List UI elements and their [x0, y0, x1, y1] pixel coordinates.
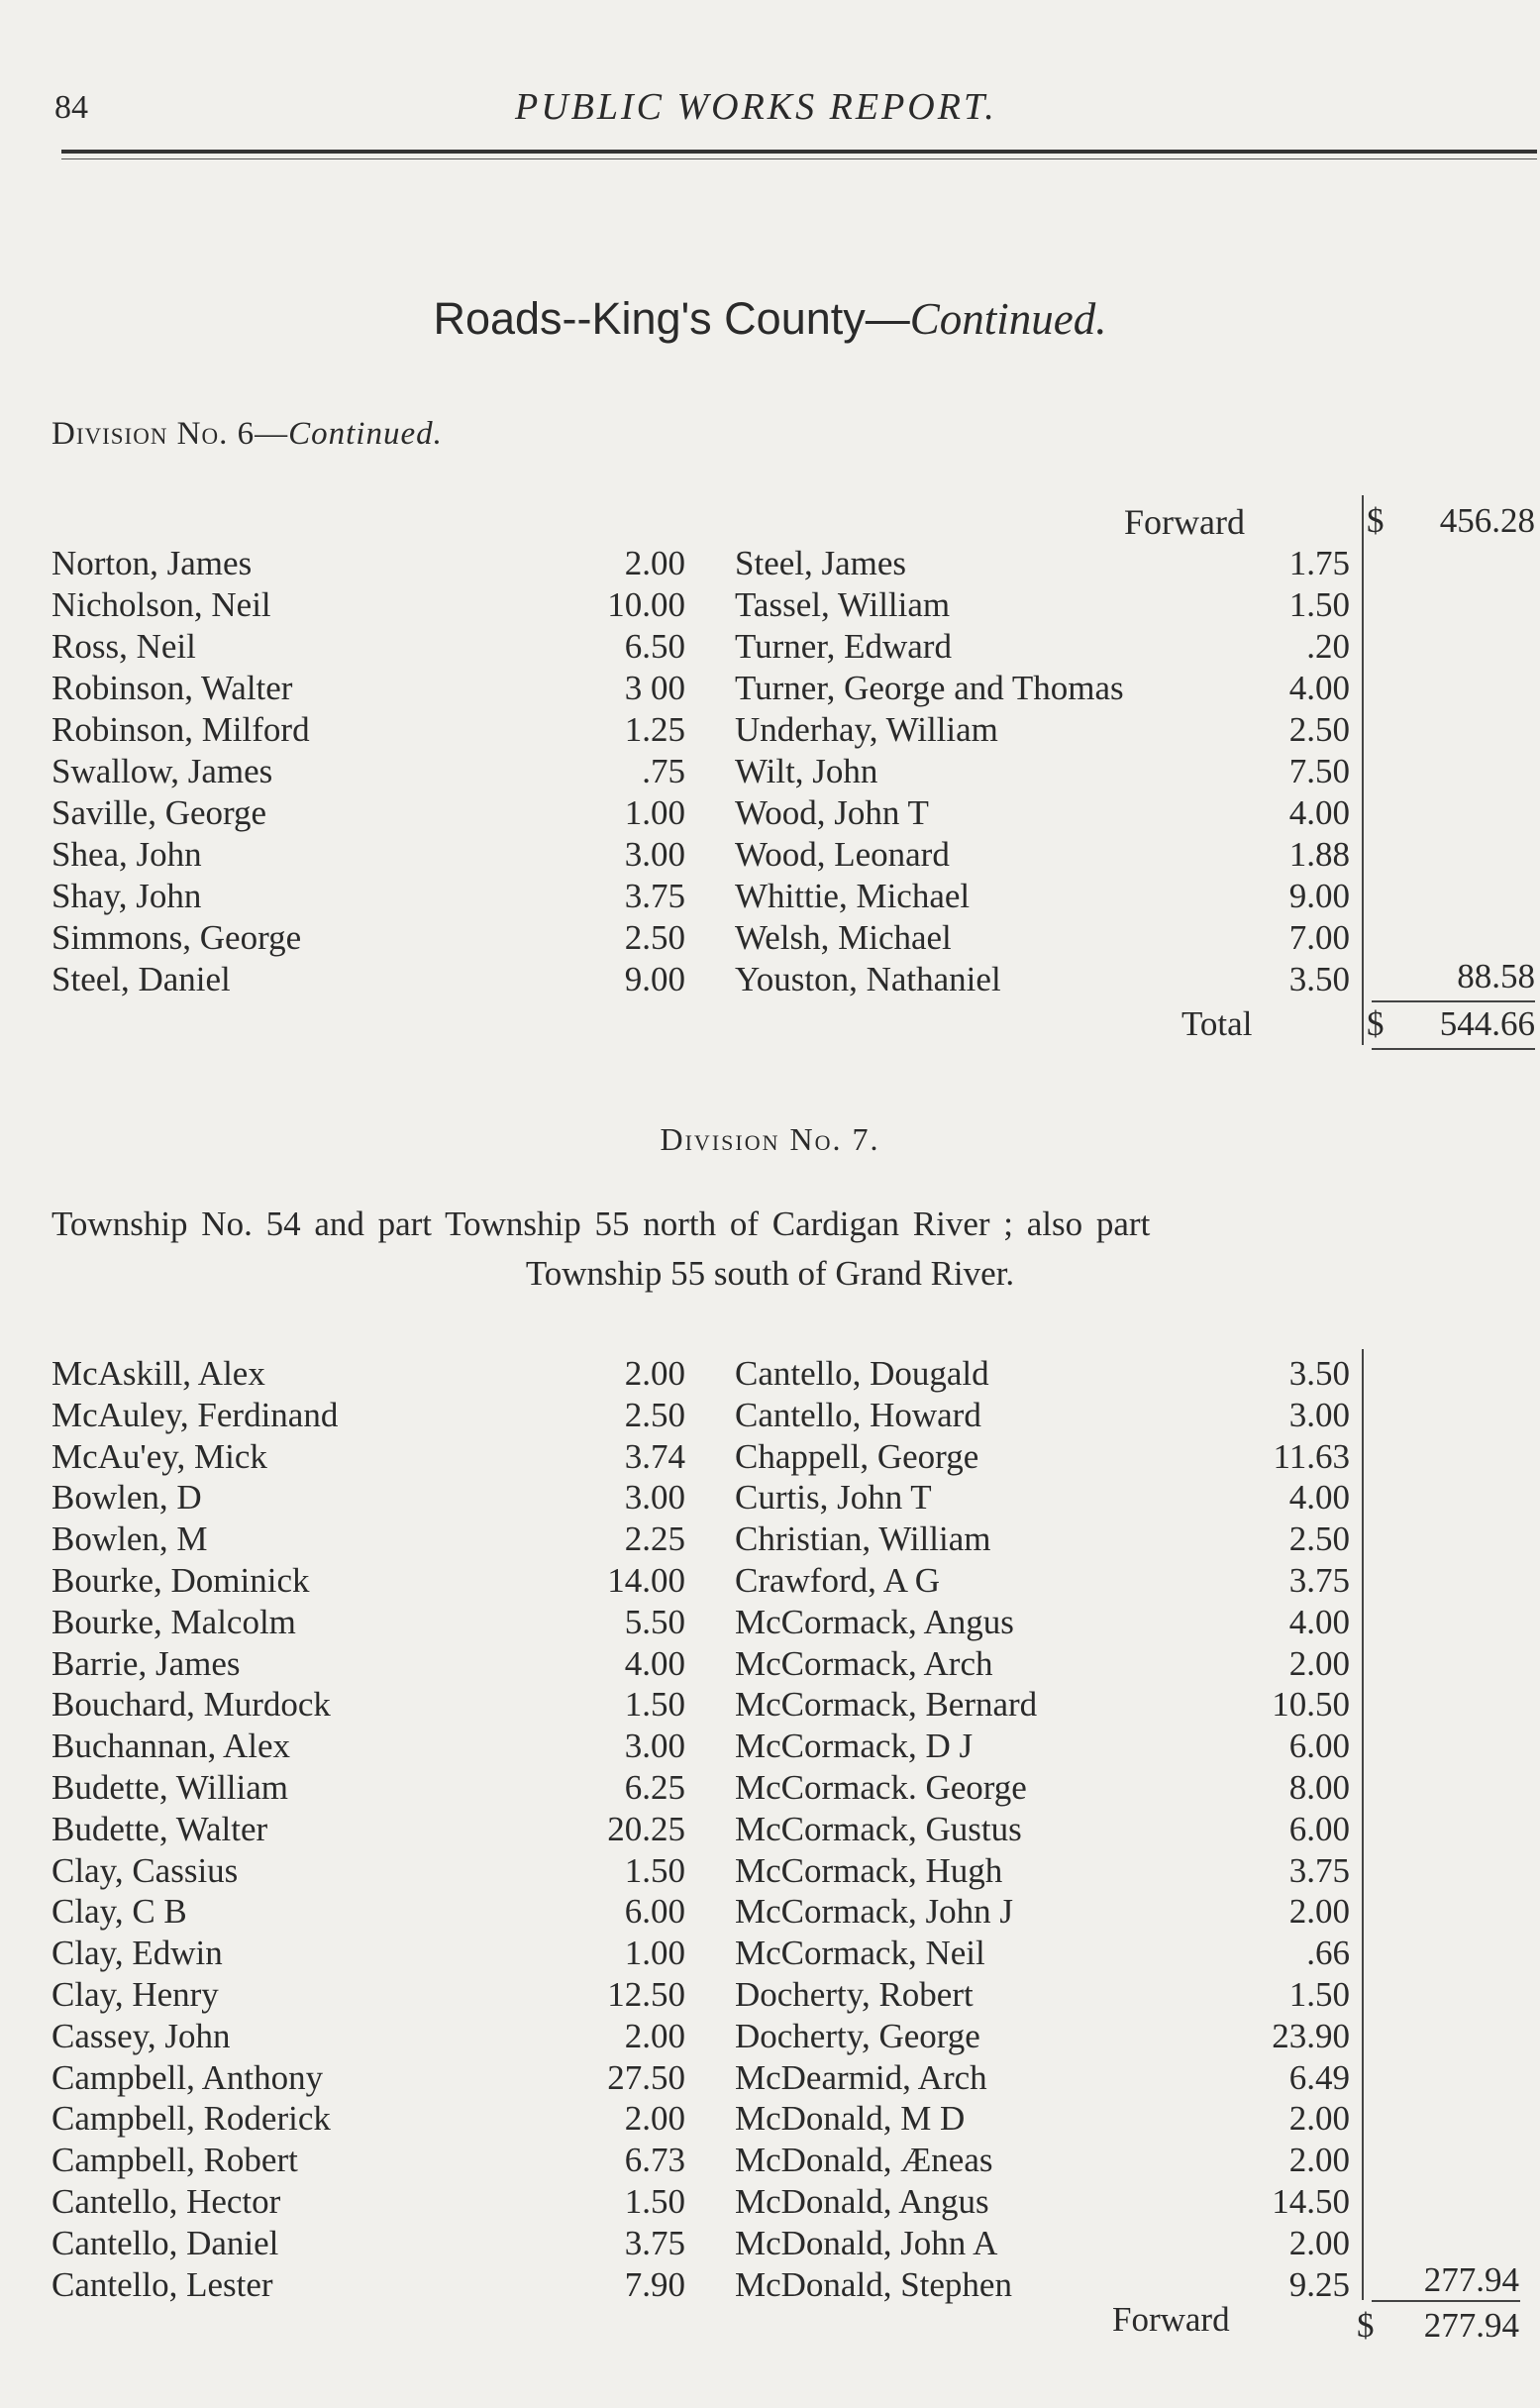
division-7-entry-right-name: Cantello, Howard: [735, 1395, 981, 1434]
division-6-entry-left-name: Saville, George: [51, 793, 267, 832]
division-6-entry-right-name: Steel, James: [735, 544, 907, 582]
section-title: [0, 293, 1540, 345]
division-6-entry-left-amount: 2.50: [624, 918, 685, 957]
division-6-entry-left-amount: 9.00: [624, 960, 685, 998]
division-7-entry-right-amount: 14.50: [1272, 2182, 1350, 2221]
division-6-entry-right-name: Wood, Leonard: [735, 835, 950, 874]
division-7-entry-left-name: Budette, William: [51, 1768, 289, 1807]
division-7-entry-left-amount: 3.00: [624, 1727, 685, 1766]
page-number: 84: [54, 89, 88, 126]
division-7-entry-right-amount: 8.00: [1288, 1768, 1350, 1807]
division-6-entry-right-name: Turner, George and Thomas: [735, 669, 1124, 707]
division-7-entry-left-amount: 20.25: [607, 1809, 685, 1848]
division-7-entry-left-amount: 6.25: [624, 1768, 685, 1807]
division-7-entry-right-amount: 9.25: [1288, 2264, 1350, 2304]
division-7-entry-right-amount: 2.00: [1288, 2099, 1350, 2139]
division-6-entry-left-name: Swallow, James: [51, 752, 273, 790]
division-6-total-label: Total: [1181, 1004, 1253, 1043]
running-title: PUBLIC WORKS REPORT.: [515, 86, 997, 128]
division-7-entry-left-name: Cantello, Hector: [51, 2182, 281, 2221]
division-7-entry-left-name: McAu'ey, Mick: [51, 1436, 267, 1476]
division-7-entry-left-name: Clay, C B: [51, 1892, 187, 1932]
division-7-entry-right-amount: 4.00: [1288, 1602, 1350, 1641]
division-7-entry-right-name: McCormack, Hugh: [735, 1850, 1003, 1890]
division-7-entry-left-amount: 1.50: [624, 1850, 685, 1890]
division-7-entry-right-amount: 10.50: [1272, 1685, 1350, 1725]
division-6-column-rule: [1362, 495, 1364, 1045]
division-6-entry-left-name: Shay, John: [51, 877, 202, 915]
division-6-entry-left-amount: 3.75: [624, 877, 685, 915]
division-6-entry-left-amount: 6.50: [624, 627, 685, 666]
division-7-entry-right-name: McDonald, Angus: [735, 2182, 989, 2221]
division-7-entry-right-amount: 23.90: [1272, 2016, 1350, 2055]
division-6-entry-right-name: Whittie, Michael: [735, 877, 971, 915]
division-6-total: 544.66: [1439, 1004, 1535, 1043]
division-7-description-line2: Township 55 south of Grand River.: [525, 1254, 1015, 1293]
division-7-entry-right-name: McCormack, Arch: [735, 1643, 993, 1683]
division-7-entry-left-amount: 2.00: [624, 2016, 685, 2055]
division-7-subtotal-rule: [1372, 2300, 1520, 2302]
division-7-entry-right-name: Docherty, George: [735, 2016, 980, 2055]
division-7-heading: Division No. 7.: [660, 1121, 880, 1157]
division-7-entry-left-amount: 3.74: [624, 1436, 685, 1476]
division-6-forward-amount: 456.28: [1439, 501, 1535, 540]
division-6-entry-right-amount: 7.00: [1288, 918, 1350, 957]
division-6-heading: [51, 416, 443, 453]
division-7-description-line1: Township No. 54 and part Township 55 north of Cardigan River ; also part: [51, 1204, 1151, 1243]
division-7-entry-left-name: Cantello, Lester: [51, 2264, 273, 2304]
division-6-entry-left-name: Ross, Neil: [51, 627, 196, 666]
division-6-entry-left-amount: 1.25: [624, 710, 685, 749]
division-7-entry-right-name: McCormack. George: [735, 1768, 1027, 1807]
division-6-entry-left-name: Robinson, Walter: [51, 669, 293, 707]
division-7-entry-left-amount: 2.50: [624, 1395, 685, 1434]
division-6-entry-left-name: Nicholson, Neil: [51, 585, 271, 624]
division-6-subtotal-rule: [1372, 1000, 1535, 1002]
division-7-entry-right-name: McDonald, M D: [735, 2099, 966, 2139]
division-7-entry-left-name: Bowlen, M: [51, 1519, 208, 1559]
division-7-entry-left-name: Campbell, Robert: [51, 2141, 298, 2180]
division-7-entry-left-name: Budette, Walter: [51, 1809, 268, 1848]
division-7-entry-right-amount: 6.00: [1288, 1809, 1350, 1848]
division-6-entry-right-amount: 9.00: [1288, 877, 1350, 915]
division-6-entry-left-name: Shea, John: [51, 835, 202, 874]
division-7-entry-right-amount: .66: [1306, 1934, 1350, 1973]
division-7-entry-right-name: McCormack, Bernard: [735, 1685, 1038, 1725]
division-6-entry-right-amount: .20: [1306, 627, 1350, 666]
division-7-entry-right-name: McCormack, Neil: [735, 1934, 985, 1973]
division-7-entry-left-amount: 1.00: [624, 1934, 685, 1973]
division-7-entry-right-amount: 4.00: [1288, 1478, 1350, 1518]
division-7-entry-left-amount: 14.00: [607, 1561, 685, 1600]
division-6-entry-right-name: Wood, John T: [735, 793, 929, 832]
division-6-entry-right-amount: 1.75: [1288, 544, 1350, 582]
division-7-entry-left-name: Bourke, Dominick: [51, 1561, 310, 1600]
division-6-entry-left-amount: 3 00: [624, 669, 685, 707]
division-7-entry-right-name: McDonald, Stephen: [735, 2264, 1012, 2304]
division-6-entry-right-name: Underhay, William: [735, 710, 998, 749]
division-7-column-rule: [1362, 1349, 1364, 2300]
division-7-entry-right-name: Crawford, A G: [735, 1561, 941, 1600]
division-7-entry-right-name: Docherty, Robert: [735, 1975, 974, 2014]
division-7-entry-right-amount: 2.00: [1288, 2141, 1350, 2180]
division-7-entry-left-name: Clay, Edwin: [51, 1934, 223, 1973]
division-7-forward-amount: 277.94: [1423, 2306, 1519, 2345]
division-7-entry-right-amount: 3.75: [1288, 1850, 1350, 1890]
division-7-entry-left-name: Clay, Henry: [51, 1975, 219, 2014]
division-6-entry-left-amount: .75: [642, 752, 685, 790]
division-7-entry-right-name: McDonald, John A: [735, 2223, 998, 2262]
division-7-entry-right-amount: 2.50: [1288, 1519, 1350, 1559]
division-7-entry-left-name: Buchannan, Alex: [51, 1727, 291, 1766]
division-6-entry-right-amount: 1.50: [1288, 585, 1350, 624]
division-7-entry-right-amount: 11.63: [1273, 1436, 1350, 1476]
division-6-forward-label: Forward: [1124, 502, 1245, 542]
header-rule-thin: [61, 158, 1537, 159]
division-7-entry-left-amount: 1.50: [624, 1685, 685, 1725]
header-rule: [61, 150, 1537, 154]
division-7-entry-left-amount: 27.50: [607, 2057, 685, 2097]
division-7-entry-left-name: Bourke, Malcolm: [51, 1602, 296, 1641]
division-7-entry-right-name: McDonald, Æneas: [735, 2141, 993, 2180]
division-7-entry-right-name: Christian, William: [735, 1519, 991, 1559]
division-6-entry-left-amount: 3.00: [624, 835, 685, 874]
division-6-entry-left-amount: 1.00: [624, 793, 685, 832]
division-7-entry-left-amount: 12.50: [607, 1975, 685, 2014]
division-7-entry-left-name: Cassey, John: [51, 2016, 231, 2055]
division-7-entry-left-name: McAuley, Ferdinand: [51, 1395, 339, 1434]
division-6-entry-right-amount: 1.88: [1288, 835, 1350, 874]
division-7-entry-left-name: Bouchard, Murdock: [51, 1685, 331, 1725]
division-7-entry-left-amount: 2.00: [624, 1354, 685, 1393]
division-6-label: Division No. 6—: [51, 416, 289, 452]
division-7-entry-left-amount: 6.00: [624, 1892, 685, 1932]
division-6-entry-left-amount: 10.00: [607, 585, 685, 624]
division-7-entry-right-name: McCormack, John J: [735, 1892, 1013, 1932]
division-6-entry-right-name: Turner, Edward: [735, 627, 952, 666]
division-7-entry-right-name: McCormack, Gustus: [735, 1809, 1022, 1848]
division-7-entry-right-name: McCormack, Angus: [735, 1602, 1014, 1641]
division-6-entry-left-name: Norton, James: [51, 544, 253, 582]
division-7-entry-left-amount: 4.00: [624, 1643, 685, 1683]
division-6-subtotal: 88.58: [1457, 957, 1535, 995]
division-7-entry-left-name: Campbell, Anthony: [51, 2057, 324, 2097]
division-7-entry-left-amount: 3.00: [624, 1478, 685, 1518]
division-6-entry-right-amount: 4.00: [1288, 793, 1350, 832]
division-7-entry-right-amount: 3.75: [1288, 1561, 1350, 1600]
division-6-entry-right-name: Welsh, Michael: [735, 918, 952, 957]
division-7-forward-label: Forward: [1112, 2300, 1230, 2339]
division-7-entry-left-name: Campbell, Roderick: [51, 2099, 331, 2139]
division-6-entry-left-name: Steel, Daniel: [51, 960, 231, 998]
division-6-entry-left-name: Simmons, George: [51, 918, 302, 957]
division-7-entry-right-amount: 3.50: [1288, 1354, 1350, 1393]
division-7-entry-right-name: McCormack, D J: [735, 1727, 974, 1766]
division-7-entry-right-name: Cantello, Dougald: [735, 1354, 989, 1393]
division-6-entry-right-name: Wilt, John: [735, 752, 878, 790]
division-7-entry-left-amount: 7.90: [624, 2264, 685, 2304]
division-7-entry-right-amount: 3.00: [1288, 1395, 1350, 1434]
division-6-entry-left-amount: 2.00: [624, 544, 685, 582]
division-6-entry-right-amount: 7.50: [1288, 752, 1350, 790]
section-title-continued: Continued.: [909, 294, 1107, 344]
division-7-entry-left-amount: 1.50: [624, 2182, 685, 2221]
division-7-entry-right-amount: 1.50: [1288, 1975, 1350, 2014]
division-6-entry-right-name: Tassel, William: [735, 585, 951, 624]
division-6-total-rule: [1372, 1048, 1535, 1050]
division-7-forward-dollar: $: [1357, 2306, 1375, 2345]
division-7-entry-left-name: Bowlen, D: [51, 1478, 202, 1518]
division-6-entry-left-name: Robinson, Milford: [51, 710, 310, 749]
division-6-forward-dollar: $: [1367, 501, 1385, 540]
division-7-entry-left-amount: 5.50: [624, 1602, 685, 1641]
division-7-entry-right-amount: 2.00: [1288, 1892, 1350, 1932]
division-7-entry-right-name: Chappell, George: [735, 1436, 979, 1476]
division-7-entry-left-amount: 2.25: [624, 1519, 685, 1559]
division-7-entry-right-amount: 2.00: [1288, 2223, 1350, 2262]
division-7-subtotal: 277.94: [1423, 2260, 1519, 2299]
division-7-entry-left-name: Cantello, Daniel: [51, 2223, 279, 2262]
division-6-entry-right-name: Youston, Nathaniel: [735, 960, 1001, 998]
division-6-entry-right-amount: 4.00: [1288, 669, 1350, 707]
division-7-entry-left-name: Clay, Cassius: [51, 1850, 239, 1890]
section-title-text: Roads--King's County—: [433, 293, 910, 344]
division-6-total-dollar: $: [1367, 1004, 1385, 1043]
division-7-entry-right-amount: 6.49: [1288, 2057, 1350, 2097]
division-7-entry-right-amount: 2.00: [1288, 1643, 1350, 1683]
division-7-entry-left-name: Barrie, James: [51, 1643, 241, 1683]
division-7-entry-right-name: Curtis, John T: [735, 1478, 932, 1518]
division-7-entry-left-amount: 3.75: [624, 2223, 685, 2262]
division-7-entry-left-amount: 6.73: [624, 2141, 685, 2180]
division-7-entry-right-amount: 6.00: [1288, 1727, 1350, 1766]
division-7-entry-left-name: McAskill, Alex: [51, 1354, 265, 1393]
division-6-entry-right-amount: 3.50: [1288, 960, 1350, 998]
division-7-entry-left-amount: 2.00: [624, 2099, 685, 2139]
division-6-continued: Continued.: [288, 416, 443, 452]
division-6-entry-right-amount: 2.50: [1288, 710, 1350, 749]
division-7-entry-right-name: McDearmid, Arch: [735, 2057, 987, 2097]
